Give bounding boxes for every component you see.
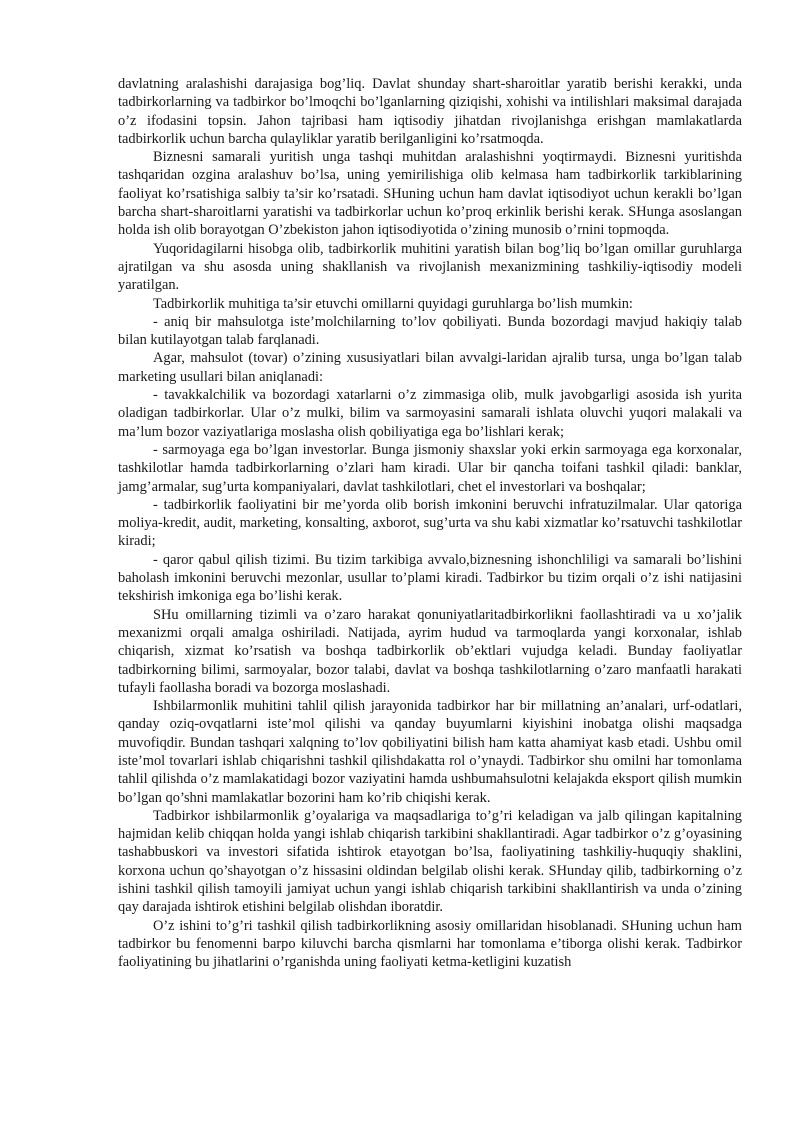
paragraph-1: davlatning aralashishi darajasiga bog’liq. Davlat shunday shart-sharoitlar yaratib berishi kerakki, unda tadbirkorlarning va tadbirkor bo’lmoqchi bo’lganlarning qiziqishi, xohishi va intilishlari maksimal darajada o’z ifodasini topsin. Jahon tajribasi ham iqtisodiy jihatdan rivojlanishga erishgan mamlakatlarda tadbirkorlik uchun barcha qulayliklar yaratib berilganligini ko’rsatmoqda.	[118, 76, 742, 147]
list-item-decision-system: - qaror qabul qilish tizimi. Bu tizim tarkibiga avvalo,biznesning ishonchliligi va samarali bo’lishini baholash imkonini beruvchi mezonlar, usullar to’plami kiradi. Tadbirkor bu tizim orqali o’z ishi natijasini tekshirish imkoniga ega bo’lishi kerak.	[118, 551, 742, 605]
list-item-entrepreneurs: - tavakkalchilik va bozordagi xatarlarni o’z zimmasiga olib, mulk javobgarligi asosida ish yurita oladigan tadbirkorlar. Ular o’z mulki, bilim va sarmoyasini samarali ishlata oluvchi yuqori malakali va ma’lum bozor vaziyatlariga moslasha olish qobiliyatiga ega bo’lishlari kerak;	[118, 387, 742, 440]
paragraph-12: Ishbilarmonlik muhitini tahlil qilish jarayonida tadbirkor har bir millatning an’analari, urf-odatlari, qanday oziq-ovqatlarni iste’mol qilishi va qanday buyumlarni kiyishini inobatga olishi maqsadga muvofiqdir. Bundan tashqari xalqning to’lov qobiliyatini bilish ham katta ahamiyat kasb etadi. Ushbu omil iste’mol tovarlari ishlab chiqarishni tashkil qilishdakatta rol o’ynaydi. Tadbirkor shu omilni har tomonlama tahlil qilishda o’z mamlakatidagi bozor vaziyatini hamda ushbumahsulotni kelajakda eksport qilish mumkin bo’lgan qo’shni mamlakatlar bozorini ham ko’rib chiqishi kerak.	[118, 698, 742, 806]
paragraph-4: Tadbirkorlik muhitiga ta’sir etuvchi omillarni quyidagi guruhlarga bo’lish mumkin:	[153, 295, 633, 312]
paragraph-2: Biznesni samarali yuritish unga tashqi muhitdan aralashishni yoqtirmaydi. Biznesni yuritishda tashqaridan ozgina aralashuv bo’lsa, uning yemirilishiga olib kelmasa ham tadbirkorlik tarkiblarining faoliyat ko’rsatishiga salbiy ta’sir ko’rsatadi. SHuning uchun ham davlat iqtisodiyot uchun kerakli bo’lgan barcha shart-sharoitlarni yaratishi va tadbirkorlar uchun ko’proq erkinlik berishi kerak. SHunga asoslangan holda ish olib borayotgan O’zbekiston jahon iqtisodiyotida o’zining munosib o’rnini topmoqda.	[118, 149, 742, 239]
list-item-infrastructure: - tadbirkorlik faoliyatini bir me’yorda olib borish imkonini beruvchi infratuzilmalar. Ular qatoriga moliya-kredit, audit, marketing, konsalting, axborot, sug’urta va shu kabi xizmatlar ko’rsatuvchi tashkilotlar kiradi;	[118, 496, 742, 550]
list-item-investors: - sarmoyaga ega bo’lgan investorlar. Bunga jismoniy shaxslar yoki erkin sarmoyaga ega korxonalar, tashkilotlar hamda tadbirkorlarning o’zlari ham kiradi. Ular bir qancha toifani tashkil qiladi: banklar, jamg’armalar, sug’urta kompaniyalari, davlat tashkilotlari, chet el investorlari va boshqalar;	[118, 441, 742, 495]
paragraph-6: Agar, mahsulot (tovar) o’zining xususiyatlari bilan avvalgi-laridan ajralib tursa, unga bo’lgan talab marketing usullari bilan aniqlanadi:	[118, 350, 742, 385]
paragraph-3: Yuqoridagilarni hisobga olib, tadbirkorlik muhitini yaratish bilan bog’liq bo’lgan omillar guruhlarga ajratilgan va shu asosda uning shakllanish va rivojlanish mexanizmining tashkiliy-iqtisodiy modeli yaratilgan.	[118, 240, 742, 294]
list-item-demand: - aniq bir mahsulotga iste’molchilarning to’lov qobiliyati. Bunda bozordagi mavjud hakiqiy talab bilan kutilayotgan talab farqlanadi.	[118, 313, 742, 349]
paragraph-14: O’z ishini to’g’ri tashkil qilish tadbirkorlikning asosiy omillaridan hisoblanadi. SHuning uchun ham tadbirkor bu fenomenni barpo kiluvchi barcha qismlarni har tomonlama e’tiborga olishi kerak. Tadbirkor faoliyatining bu jihatlarini o’rganishda uning faoliyati ketma-ketligini kuzatish	[118, 917, 742, 971]
paragraph-11: SHu omillarning tizimli va o’zaro harakat qonuniyatlaritadbirkorlikni faollashtiradi va u xo’jalik mexanizmi orqali amalga oshiriladi. Natijada, ayrim hudud va tarmoqlarda yangi korxonalar, ishlab chiqarish, xizmat ko’rsatish va boshqa tadbirkorlik ob’ektlari vujudga keladi. Bunday faoliyatlar tadbirkorning bilimi, sarmoyalar, bozor talabi, davlat va boshqa tashkilotlarning o’zaro manfaatli harakati tufayli faollasha boradi va bozorga moslashadi.	[118, 606, 742, 696]
paragraph-13: Tadbirkor ishbilarmonlik g’oyalariga va maqsadlariga to’g’ri keladigan va jalb qilingan kapitalning hajmidan kelib chiqqan holda yangi ishlab chiqarish tarkibini shakllantiradi. Agar tadbirkor o’z g’oyasining tashabbuskori va investori sifatida ishtirok etayotgan bo’lsa, faoliyatining tashkiliy-huquqiy shaklini, korxona uchun qo’shayotgan o’z hissasini oldindan belgilab olishi kerak. SHunday qilib, tadbirkorning o’z ishini tashkil qilish tamoyili jamiyat uchun yangi ishlab chiqarish tarkibini shakllantirish va unda o’zining qay darajada ishtirok etishini belgilab olishdan iboratdir.	[118, 807, 742, 916]
document-page	[118, 75, 742, 972]
